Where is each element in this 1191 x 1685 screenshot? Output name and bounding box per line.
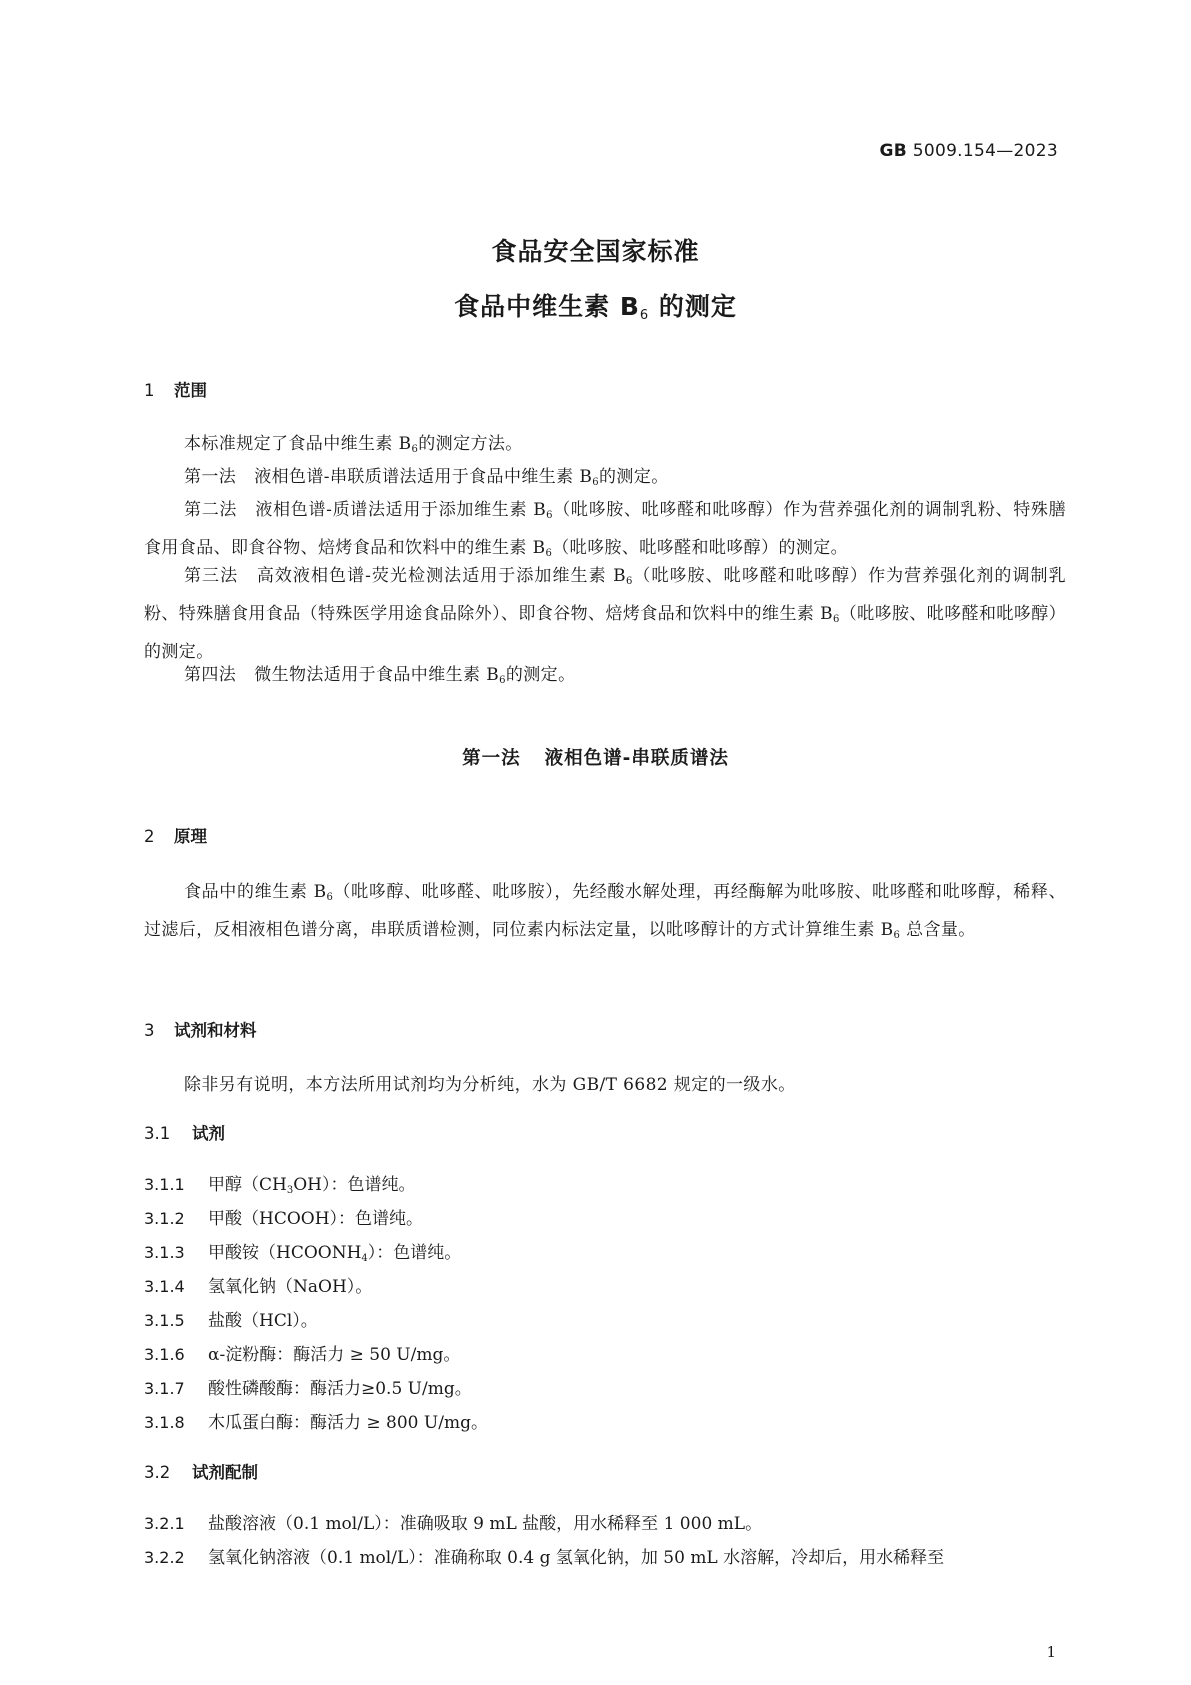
method-1-scope: 第一法 液相色谱-串联质谱法适用于食品中维生素 $B_6$的测定。 bbox=[184, 467, 669, 488]
reagent-item: 3.1.8 木瓜蛋白酶：酶活力 ≥ 800 U/mg。 bbox=[144, 1413, 488, 1433]
preparation-item: 3.2.2 氢氧化钠溶液（0.1 mol/L）：准确称取 0.4 g 氢氧化钠，加 50 mL 水溶解，冷却后，用水稀释至 bbox=[144, 1548, 945, 1568]
section-1-heading: 1 范围 bbox=[144, 381, 207, 400]
reagent-item: 3.1.4 氢氧化钠（NaOH）。 bbox=[144, 1277, 373, 1297]
standard-number: 5009.154—2023 bbox=[912, 141, 1058, 161]
section-3-heading: 3 试剂和材料 bbox=[144, 1021, 257, 1040]
document-title-line1: 食品安全国家标准 bbox=[491, 237, 700, 266]
preparation-item: 3.2.1 盐酸溶液（0.1 mol/L）：准确吸取 9 mL 盐酸，用水稀释至 1 000 mL。 bbox=[144, 1514, 763, 1534]
section-2-paragraph: 食品中的维生素 $B_6$（吡哆醇、吡哆醛、吡哆胺），先经酸水解处理，再经酶解为吡哆胺、吡哆醛和吡哆醇，稀释、过滤后，反相液相色谱分离，串联质谱检测，同位素内标法定量，以吡哆醇计的方式计算维生素 $B_6$ 总含量。 bbox=[144, 882, 1066, 941]
standard-prefix: GB bbox=[879, 141, 907, 161]
reagent-item: 3.1.6 α-淀粉酶：酶活力 ≥ 50 U/mg。 bbox=[144, 1345, 461, 1365]
reagent-item: 3.1.3 甲酸铵$(HCOONH_4)$：色谱纯。 bbox=[144, 1243, 462, 1264]
subsection-3-1-heading: 3.1 试剂 bbox=[144, 1124, 225, 1143]
reagent-item: 3.1.7 酸性磷酸酶：酶活力≥0.5 U/mg。 bbox=[144, 1379, 472, 1399]
standard-code bbox=[879, 141, 1058, 161]
method-4-scope: 第四法 微生物法适用于食品中维生素 $B_6$的测定。 bbox=[184, 665, 576, 686]
method-1-title: 第一法 液相色谱-串联质谱法 bbox=[462, 748, 729, 769]
reagent-item: 3.1.5 盐酸（HCl）。 bbox=[144, 1311, 318, 1331]
section-3-paragraph: 除非另有说明，本方法所用试剂均为分析纯，水为 GB/T 6682 规定的一级水。 bbox=[184, 1075, 796, 1095]
document-title-line2: 食品中维生素 $B_6$ 的测定 bbox=[454, 292, 737, 323]
method-2-scope: 第二法 液相色谱-质谱法适用于添加维生素 $B_6$（吡哆胺、吡哆醛和吡哆醇）作为营养强化剂的调制乳粉、特殊膳食用食品、即食谷物、焙烤食品和饮料中的维生素 $B_6$（吡哆胺、吡哆醛和吡哆醇）的测定。 bbox=[144, 500, 1066, 559]
reagent-item: 3.1.1 甲醇$(CH_3OH)$：色谱纯。 bbox=[144, 1175, 416, 1196]
method-3-scope: 第三法 高效液相色谱-荧光检测法适用于添加维生素 $B_6$（吡哆胺、吡哆醛和吡哆醇）作为营养强化剂的调制乳粉、特殊膳食用食品（特殊医学用途食品除外）、即食谷物、焙烤食品和饮料中的维生素 $B_6$（吡哆胺、吡哆醛和吡哆醇）的测定。 bbox=[144, 566, 1067, 662]
section-2-heading: 2 原理 bbox=[144, 827, 207, 846]
reagent-item: 3.1.2 甲酸（HCOOH）：色谱纯。 bbox=[144, 1209, 424, 1229]
subsection-3-2-heading: 3.2 试剂配制 bbox=[144, 1463, 258, 1482]
page-number: 1 bbox=[1046, 1643, 1056, 1661]
section-1-paragraph-1: 本标准规定了食品中维生素 $B_6$的测定方法。 bbox=[184, 434, 523, 455]
